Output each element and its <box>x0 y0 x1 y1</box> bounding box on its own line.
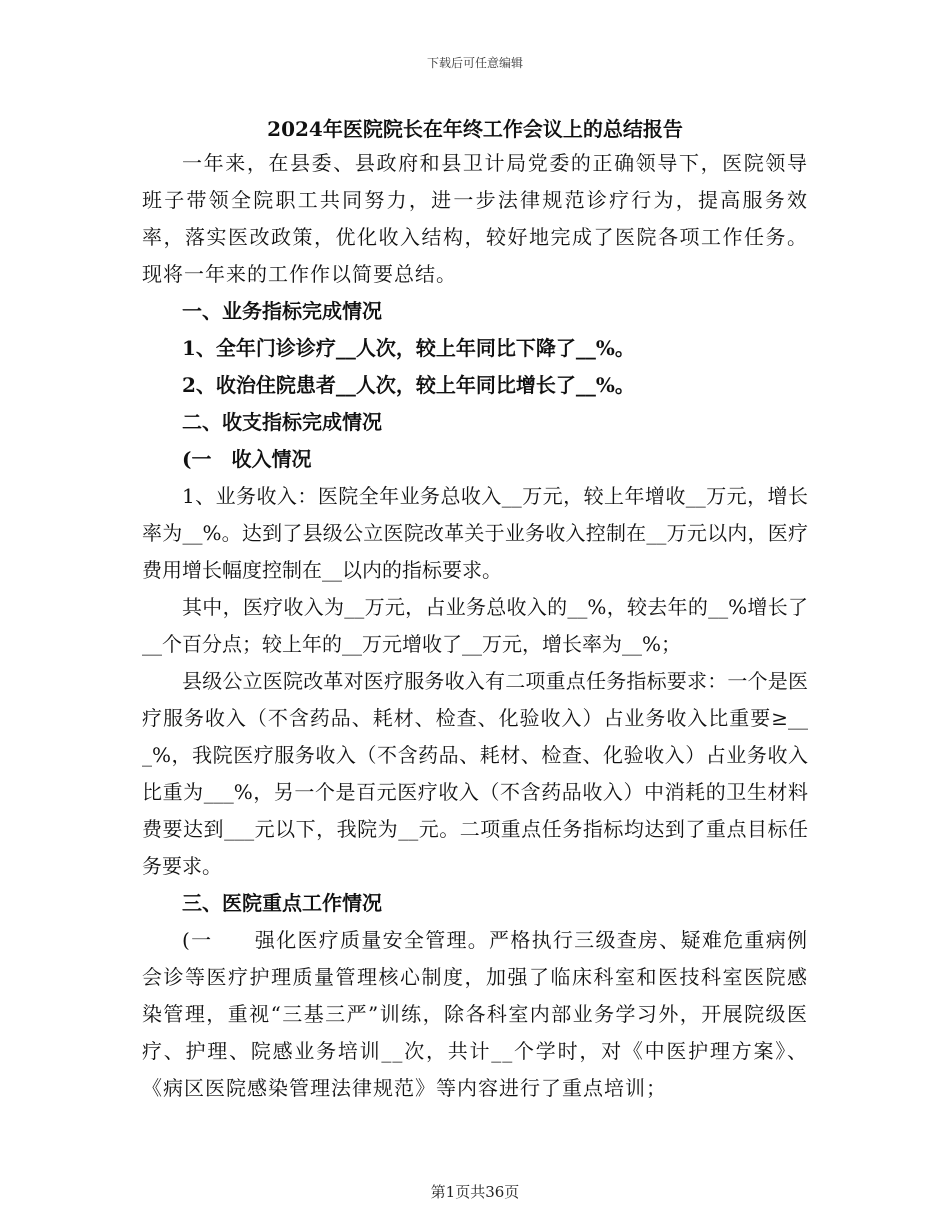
document-title: 2024年医院院长在年终工作会议上的总结报告 <box>267 117 683 141</box>
section-heading-finance: 二、收支指标完成情况 <box>182 410 382 434</box>
paragraph-quality-safety: (一 强化医疗质量安全管理。严格执行三级查房、疑难危重病例会诊等医疗护理质量管理核心制度，加强了临床科室和医技科室医院感染管理，重视“三基三严”训练，除各科室内部业务学习外，开展院级医疗、护理、院感业务培训__次，共计__个学时，对《中医护理方案》、《病区医院感染管理法律规范》等内容进行了重点培训； <box>142 928 808 1100</box>
paragraph-reform-targets: 县级公立医院改革对医疗服务收入有二项重点任务指标要求：一个是医疗服务收入（不含药品、耗材、检查、化验收入）占业务收入比重要≥___%，我院医疗服务收入（不含药品、耗材、检查、化验收入）占业务收入比重为___%，另一个是百元医疗收入（不含药品收入）中消耗的卫生材料费要达到___元以下，我院为__元。二项重点任务指标均达到了重点目标任务要求。 <box>142 669 808 878</box>
page-number-footer: 第1页共36页 <box>430 1183 520 1201</box>
item-inpatient: 2、收治住院患者__人次，较上年同比增长了__%。 <box>182 373 635 397</box>
paragraph-business-income: 1、业务收入：医院全年业务总收入__万元，较上年增收__万元，增长率为__%。达到了县级公立医院改革关于业务收入控制在__万元以内，医疗费用增长幅度控制在__以内的指标要求。 <box>142 484 808 582</box>
header-note: 下载后可任意编辑 <box>426 56 523 70</box>
item-outpatient: 1、全年门诊诊疗__人次，较上年同比下降了__%。 <box>182 336 635 360</box>
document-body <box>142 145 808 1107</box>
section-heading-key-work: 三、医院重点工作情况 <box>182 891 382 915</box>
subsection-heading-income: (一 收入情况 <box>182 447 312 471</box>
section-heading-business: 一、业务指标完成情况 <box>182 299 382 323</box>
paragraph-medical-income: 其中，医疗收入为__万元，占业务总收入的__%，较去年的__%增长了__个百分点；较上年的__万元增收了__万元，增长率为__%； <box>142 595 808 656</box>
intro-paragraph: 一年来，在县委、县政府和县卫计局党委的正确领导下，医院领导班子带领全院职工共同努力，进一步法律规范诊疗行为，提高服务效率，落实医改政策，优化收入结构，较好地完成了医院各项工作任务。现将一年来的工作作以简要总结。 <box>142 151 808 286</box>
